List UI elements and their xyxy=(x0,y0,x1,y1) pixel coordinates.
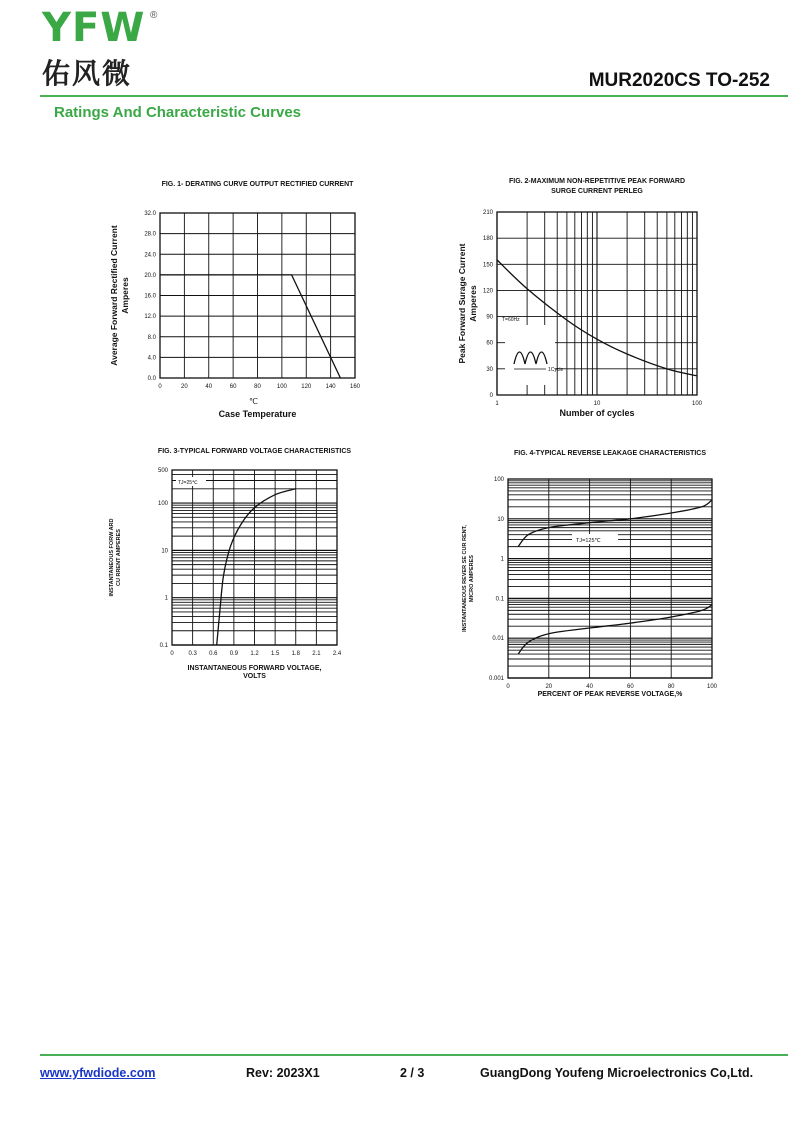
y-tick-label: 10 xyxy=(161,548,168,555)
annotation-cycle: 1Cycle xyxy=(548,367,564,373)
y-tick-label: 4.0 xyxy=(147,355,156,362)
x-tick-label: 1 xyxy=(495,401,499,407)
y-tick-label: 8.0 xyxy=(147,334,156,341)
x-axis-label: PERCENT OF PEAK REVERSE VOLTAGE,% xyxy=(537,691,683,698)
annotation-box xyxy=(505,325,555,385)
x-tick-label: 100 xyxy=(706,684,718,690)
y-axis-label-2: Amperes xyxy=(120,277,130,314)
y-tick-label: 500 xyxy=(157,468,168,474)
annotation-tj: TJ=125℃ xyxy=(576,538,601,544)
chart-subtitle: SURGE CURRENT PERLEG xyxy=(551,188,643,195)
x-tick-label: 80 xyxy=(667,684,675,690)
x-axis-label: Case Temperature xyxy=(218,409,297,419)
x-tick-label: 20 xyxy=(545,684,553,690)
y-tick-label: 90 xyxy=(486,314,493,321)
footer-divider xyxy=(40,1054,788,1056)
x-tick-label: 10 xyxy=(593,401,601,407)
x-axis-label-2: VOLTS xyxy=(243,673,266,680)
x-tick-label: 40 xyxy=(586,684,593,690)
annotation-tj: TJ=25℃ xyxy=(178,480,198,486)
model-title: MUR2020CS TO-252 xyxy=(588,70,770,91)
y-tick-label: 120 xyxy=(482,288,493,295)
y-tick-label: 24.0 xyxy=(144,252,156,259)
x-tick-label: 120 xyxy=(301,384,312,390)
chart-title: FIG. 2-MAXIMUM NON-REPETITIVE PEAK FORWARD xyxy=(508,178,686,185)
y-tick-label: 0.0 xyxy=(147,376,156,382)
x-tick-label: 60 xyxy=(229,384,237,390)
y-axis-label: INSTANTANEOUS REVER SE CUR RENT, xyxy=(462,525,468,632)
series-line xyxy=(217,489,296,645)
section-title: Ratings And Characteristic Curves xyxy=(54,104,302,121)
y-tick-label: 10 xyxy=(497,516,504,523)
y-axis-label-2: MICRO AMPERES xyxy=(469,555,475,602)
y-axis-label: Peak Forward Surage Current xyxy=(457,243,467,364)
y-axis-label: Average Forward Rectified Current xyxy=(109,225,119,366)
y-tick-label: 32.0 xyxy=(144,211,156,217)
series-line xyxy=(160,275,340,378)
x-tick-label: 1.5 xyxy=(270,651,280,657)
grid-group xyxy=(508,479,712,678)
y-axis-label-2: Amperes xyxy=(468,285,478,322)
x-tick-label: 0.3 xyxy=(188,651,197,657)
x-tick-label: 100 xyxy=(691,401,703,407)
y-tick-label: 0 xyxy=(489,393,493,399)
footer-page-number: 2 / 3 xyxy=(400,1066,425,1080)
grid-group xyxy=(172,470,337,645)
x-tick-label: 160 xyxy=(349,384,361,390)
x-tick-label: 0 xyxy=(170,651,174,657)
logo-text: YFW xyxy=(42,5,146,51)
y-tick-label: 20.0 xyxy=(144,272,156,279)
x-tick-label: 0 xyxy=(158,384,162,390)
x-tick-label: 0.6 xyxy=(209,651,218,657)
y-axis-label: INSTANTANEOUS FORW ARD xyxy=(109,518,115,597)
y-tick-label: 16.0 xyxy=(144,293,156,300)
y-axis-label-2: CU RRENT AMPERES xyxy=(116,529,122,586)
x-tick-label: 0 xyxy=(506,684,510,690)
logo-chinese: 佑风微 xyxy=(42,57,133,90)
y-tick-label: 0.001 xyxy=(488,676,504,682)
y-tick-label: 1 xyxy=(164,595,168,602)
x-axis-label: INSTANTANEOUS FORWARD VOLTAGE, xyxy=(187,665,322,672)
x-tick-label: 1.8 xyxy=(291,651,300,657)
x-tick-label: 2.1 xyxy=(312,651,321,657)
annotation-frequency: T=60Hz xyxy=(502,317,520,323)
x-tick-label: 100 xyxy=(276,384,287,390)
x-tick-label: 60 xyxy=(627,684,634,690)
footer-revision: Rev: 2023X1 xyxy=(246,1066,320,1080)
x-tick-label: 140 xyxy=(325,384,336,390)
y-tick-label: 0.1 xyxy=(159,643,168,649)
x-axis-unit: ℃ xyxy=(249,397,258,406)
registered-mark: ® xyxy=(150,10,158,21)
x-tick-label: 2.4 xyxy=(332,651,342,657)
chart-title: FIG. 1- DERATING CURVE OUTPUT RECTIFIED CURRENT xyxy=(161,181,354,188)
grid-group xyxy=(160,213,355,378)
footer-company: GuangDong Youfeng Microelectronics Co,Ltd. xyxy=(480,1066,754,1080)
y-tick-label: 0.1 xyxy=(495,596,504,603)
y-tick-label: 150 xyxy=(482,262,493,269)
plot-frame xyxy=(508,479,712,678)
website-link[interactable]: www.yfwdiode.com xyxy=(40,1066,156,1080)
y-tick-label: 12.0 xyxy=(144,314,156,321)
x-tick-label: 40 xyxy=(205,384,213,390)
y-tick-label: 1 xyxy=(500,556,504,563)
y-tick-label: 100 xyxy=(157,501,168,508)
chart-title: FIG. 4-TYPICAL REVERSE LEAKAGE CHARACTERISTICS xyxy=(513,450,707,457)
x-tick-label: 80 xyxy=(254,384,261,390)
x-tick-label: 1.2 xyxy=(250,651,259,657)
y-tick-label: 180 xyxy=(482,236,493,243)
y-tick-label: 210 xyxy=(482,210,493,216)
y-tick-label: 30 xyxy=(486,366,493,373)
chart-title: FIG. 3-TYPICAL FORWARD VOLTAGE CHARACTERISTICS xyxy=(157,448,352,455)
y-tick-label: 0.01 xyxy=(492,636,504,643)
x-axis-label: Number of cycles xyxy=(559,408,635,418)
footer-website[interactable] xyxy=(40,1066,156,1080)
y-tick-label: 28.0 xyxy=(144,231,156,238)
y-tick-label: 60 xyxy=(486,340,493,347)
x-tick-label: 0.9 xyxy=(229,651,239,657)
x-tick-label: 20 xyxy=(181,384,188,390)
y-tick-label: 100 xyxy=(493,477,504,483)
